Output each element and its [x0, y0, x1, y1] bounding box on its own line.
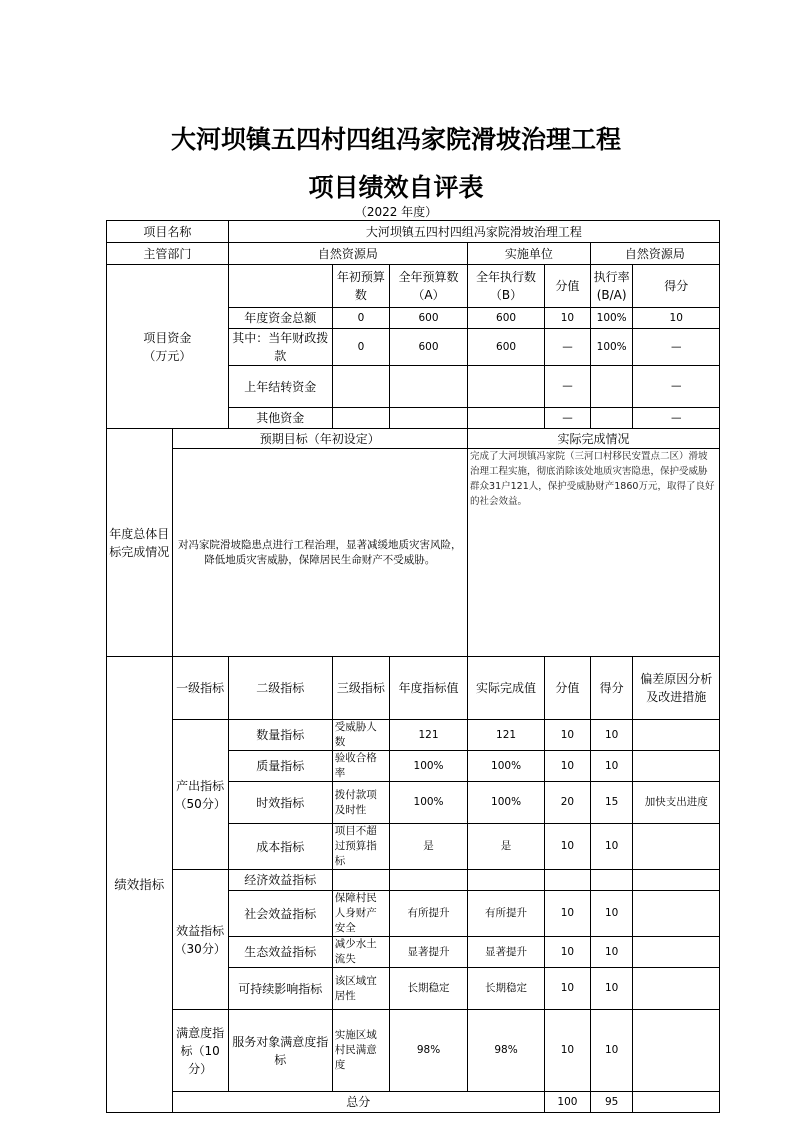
satisfaction-label: 满意度指标（10分）: [172, 1010, 228, 1092]
output-actual: 121: [468, 720, 545, 751]
funds-row-label: 上年结转资金: [228, 366, 332, 408]
funds-exec: 600: [468, 329, 545, 366]
total-label: 总分: [172, 1092, 545, 1113]
funds-label: 项目资金: [143, 330, 192, 345]
benefit-score: 10: [590, 891, 633, 937]
funds-row-label: 其中：当年财政拨款: [228, 329, 332, 366]
funds-label-cell: [107, 265, 229, 429]
funds-rate: [590, 366, 633, 408]
output-score-value: 10: [545, 720, 591, 751]
funds-unit: （万元）: [143, 348, 192, 363]
goal-label: 年度总体目标完成情况: [107, 429, 173, 657]
output-row: [107, 720, 720, 751]
benefit-l3: 该区域宜居性: [332, 968, 389, 1010]
benefit-score-value: 10: [545, 968, 591, 1010]
funds-score-value: —: [545, 366, 591, 408]
unit-value: 自然资源局: [590, 243, 719, 265]
benefit-label: 效益指标（30分）: [172, 870, 228, 1010]
benefit-target: [390, 870, 468, 891]
satisfaction-l3: 实施区域村民满意度: [332, 1010, 389, 1092]
benefit-reason: [633, 968, 720, 1010]
output-l3: 验收合格率: [332, 751, 389, 782]
title-line1: 大河坝镇五四村四组冯家院滑坡治理工程: [170, 125, 621, 154]
funds-score: —: [633, 408, 720, 429]
satisfaction-l2: 服务对象满意度指标: [228, 1010, 332, 1092]
satisfaction-score: 10: [590, 1010, 633, 1092]
funds-init: 0: [332, 329, 389, 366]
project-name-label: 项目名称: [107, 221, 229, 243]
funds-header: 得分: [633, 265, 720, 308]
funds-budget: [390, 408, 468, 429]
funds-rate: 100%: [590, 329, 633, 366]
perf-header-score-value: 分值: [545, 657, 591, 720]
benefit-l3: 保障村民人身财产安全: [332, 891, 389, 937]
funds-header: 执行率(B/A): [590, 265, 633, 308]
funds-exec: 600: [468, 308, 545, 329]
output-l2: 数量指标: [228, 720, 332, 751]
output-actual: 100%: [468, 782, 545, 824]
output-reason: [633, 751, 720, 782]
funds-row-label: 其他资金: [228, 408, 332, 429]
expected-goal-label: 预期目标（年初设定）: [172, 429, 468, 449]
output-l2: 质量指标: [228, 751, 332, 782]
satisfaction-target: 98%: [390, 1010, 468, 1092]
satisfaction-reason: [633, 1010, 720, 1092]
funds-exec: [468, 408, 545, 429]
funds-score-value: —: [545, 408, 591, 429]
output-score: 10: [590, 824, 633, 870]
benefit-target: 长期稳定: [390, 968, 468, 1010]
output-target: 100%: [390, 751, 468, 782]
total-row: [107, 1092, 720, 1113]
output-label: 产出指标（50分）: [172, 720, 228, 870]
benefit-score-value: 10: [545, 937, 591, 968]
funds-budget: 600: [390, 329, 468, 366]
output-target: 100%: [390, 782, 468, 824]
output-l2: 时效指标: [228, 782, 332, 824]
funds-row-label: 年度资金总额: [228, 308, 332, 329]
funds-header: 全年执行数（B）: [468, 265, 545, 308]
perf-header-l1: 一级指标: [172, 657, 228, 720]
satisfaction-actual: 98%: [468, 1010, 545, 1092]
funds-header: 全年预算数（A）: [390, 265, 468, 308]
perf-label: 绩效指标: [107, 657, 173, 1113]
benefit-actual: 长期稳定: [468, 968, 545, 1010]
funds-exec: [468, 366, 545, 408]
output-score: 10: [590, 751, 633, 782]
output-target: 121: [390, 720, 468, 751]
total-score: 95: [590, 1092, 633, 1113]
funds-init: [332, 408, 389, 429]
perf-header-l3: 三级指标: [332, 657, 389, 720]
benefit-reason: [633, 937, 720, 968]
output-score: 10: [590, 720, 633, 751]
benefit-l2: 可持续影响指标: [228, 968, 332, 1010]
funds-score-value: 10: [545, 308, 591, 329]
benefit-target: 显著提升: [390, 937, 468, 968]
output-reason: 加快支出进度: [633, 782, 720, 824]
perf-header-score: 得分: [590, 657, 633, 720]
funds-header: 年初预算数: [332, 265, 389, 308]
output-l2: 成本指标: [228, 824, 332, 870]
perf-header-l2: 二级指标: [228, 657, 332, 720]
output-score: 15: [590, 782, 633, 824]
benefit-l2: 社会效益指标: [228, 891, 332, 937]
actual-goal-text: 完成了大河坝镇冯家院（三河口村移民安置点二区）滑坡治理工程实施，彻底消除该处地质灾害隐患，保护受威胁群众31户121人，保护受威胁财产1860万元，取得了良好的社会效益。: [468, 449, 720, 657]
funds-rate: 100%: [590, 308, 633, 329]
benefit-actual: 有所提升: [468, 891, 545, 937]
benefit-l3: [332, 870, 389, 891]
benefit-l2: 经济效益指标: [228, 870, 332, 891]
funds-budget: [390, 366, 468, 408]
funds-score: 10: [633, 308, 720, 329]
year-label: （2022 年度）: [354, 205, 438, 219]
funds-init: [332, 366, 389, 408]
funds-header: 分值: [545, 265, 591, 308]
funds-header-blank: [228, 265, 332, 308]
perf-header-reason: 偏差原因分析及改进措施: [633, 657, 720, 720]
output-l3: 项目不超过预算指标: [332, 824, 389, 870]
output-target: 是: [390, 824, 468, 870]
unit-label: 实施单位: [468, 243, 591, 265]
benefit-reason: [633, 870, 720, 891]
funds-init: 0: [332, 308, 389, 329]
benefit-actual: 显著提升: [468, 937, 545, 968]
output-reason: [633, 824, 720, 870]
perf-header-actual: 实际完成值: [468, 657, 545, 720]
output-l3: 受威胁人数: [332, 720, 389, 751]
benefit-reason: [633, 891, 720, 937]
output-score-value: 10: [545, 824, 591, 870]
funds-score: —: [633, 329, 720, 366]
satisfaction-score-value: 10: [545, 1010, 591, 1092]
benefit-score: 10: [590, 937, 633, 968]
funds-score: —: [633, 366, 720, 408]
benefit-score: 10: [590, 968, 633, 1010]
benefit-row: [107, 870, 720, 891]
output-score-value: 20: [545, 782, 591, 824]
output-l3: 拨付款项及时性: [332, 782, 389, 824]
output-reason: [633, 720, 720, 751]
output-actual: 是: [468, 824, 545, 870]
funds-rate: [590, 408, 633, 429]
benefit-score-value: 10: [545, 891, 591, 937]
output-actual: 100%: [468, 751, 545, 782]
benefit-actual: [468, 870, 545, 891]
evaluation-table: [106, 220, 720, 1113]
benefit-score: [590, 870, 633, 891]
title-line2: 项目绩效自评表: [308, 173, 484, 202]
project-name: 大河坝镇五四村四组冯家院滑坡治理工程: [228, 221, 719, 243]
funds-budget: 600: [390, 308, 468, 329]
total-score-value: 100: [545, 1092, 591, 1113]
total-reason: [633, 1092, 720, 1113]
benefit-l2: 生态效益指标: [228, 937, 332, 968]
benefit-target: 有所提升: [390, 891, 468, 937]
benefit-l3: 减少水土流失: [332, 937, 389, 968]
perf-header-target: 年度指标值: [390, 657, 468, 720]
dept-value: 自然资源局: [228, 243, 467, 265]
dept-label: 主管部门: [107, 243, 229, 265]
expected-goal-text: 对冯家院滑坡隐患点进行工程治理，显著减缓地质灾害风险，降低地质灾害威胁，保障居民生命财产不受威胁。: [172, 449, 468, 657]
funds-score-value: —: [545, 329, 591, 366]
actual-goal-label: 实际完成情况: [468, 429, 720, 449]
benefit-score-value: [545, 870, 591, 891]
satisfaction-row: [107, 1010, 720, 1092]
output-score-value: 10: [545, 751, 591, 782]
